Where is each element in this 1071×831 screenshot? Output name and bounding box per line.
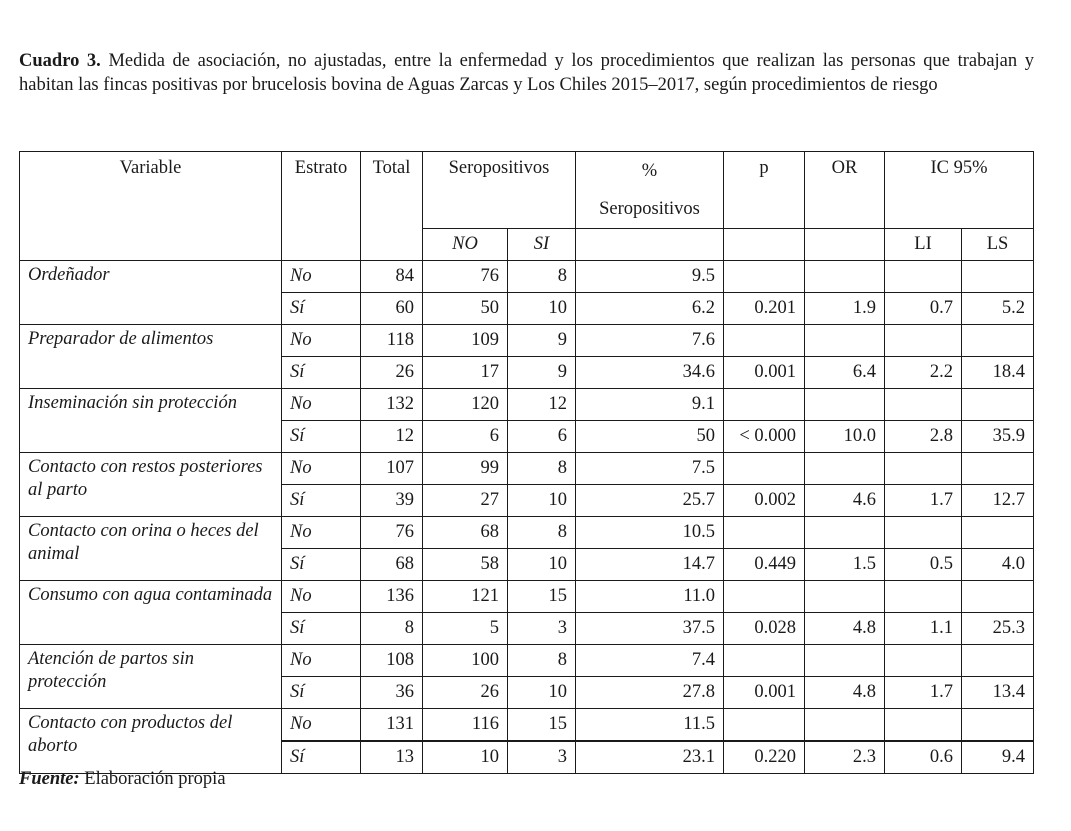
total-cell: 132 <box>361 389 423 421</box>
header-p: p <box>724 152 805 229</box>
total-cell: 13 <box>361 741 423 774</box>
p-cell <box>724 325 805 357</box>
estrato-cell: Sí <box>282 485 361 517</box>
header-total: Total <box>361 152 423 261</box>
header-row <box>20 152 1034 229</box>
or-cell: 2.3 <box>805 741 885 774</box>
variable-cell: Inseminación sin protección <box>20 389 282 453</box>
estrato-cell: No <box>282 709 361 742</box>
or-cell: 1.5 <box>805 549 885 581</box>
estrato-cell: Sí <box>282 293 361 325</box>
or-cell <box>805 645 885 677</box>
li-cell: 1.7 <box>885 677 962 709</box>
header-no: NO <box>423 229 508 261</box>
p-cell: 0.201 <box>724 293 805 325</box>
ls-cell <box>962 645 1034 677</box>
ls-cell <box>962 389 1034 421</box>
or-cell <box>805 389 885 421</box>
ls-cell <box>962 709 1034 742</box>
variable-cell: Contacto con productos del aborto <box>20 709 282 774</box>
p-cell: 0.220 <box>724 741 805 774</box>
or-cell <box>805 453 885 485</box>
li-cell <box>885 581 962 613</box>
no-cell: 68 <box>423 517 508 549</box>
p-cell: 0.001 <box>724 357 805 389</box>
header-percent-symbol: % <box>641 161 658 181</box>
header-blank-p <box>724 229 805 261</box>
table-row <box>20 453 1034 485</box>
ls-cell: 5.2 <box>962 293 1034 325</box>
estrato-cell: No <box>282 453 361 485</box>
table-row <box>20 645 1034 677</box>
pct-cell: 9.1 <box>576 389 724 421</box>
ls-cell: 35.9 <box>962 421 1034 453</box>
table-source <box>19 769 226 790</box>
p-cell: < 0.000 <box>724 421 805 453</box>
total-cell: 118 <box>361 325 423 357</box>
table-row <box>20 709 1034 742</box>
total-cell: 107 <box>361 453 423 485</box>
li-cell: 0.7 <box>885 293 962 325</box>
ls-cell <box>962 581 1034 613</box>
no-cell: 50 <box>423 293 508 325</box>
variable-cell: Contacto con restos posteriores al parto <box>20 453 282 517</box>
pct-cell: 7.6 <box>576 325 724 357</box>
header-seropositivos: Seropositivos <box>423 152 576 229</box>
no-cell: 27 <box>423 485 508 517</box>
no-cell: 5 <box>423 613 508 645</box>
total-cell: 8 <box>361 613 423 645</box>
si-cell: 10 <box>508 677 576 709</box>
table-row <box>20 261 1034 293</box>
estrato-cell: Sí <box>282 549 361 581</box>
ls-cell: 25.3 <box>962 613 1034 645</box>
no-cell: 120 <box>423 389 508 421</box>
pct-cell: 10.5 <box>576 517 724 549</box>
total-cell: 60 <box>361 293 423 325</box>
ls-cell: 4.0 <box>962 549 1034 581</box>
estrato-cell: Sí <box>282 677 361 709</box>
si-cell: 10 <box>508 485 576 517</box>
header-blank-pct <box>576 229 724 261</box>
table-row <box>20 581 1034 613</box>
header-percent-label: Seropositivos <box>599 199 700 219</box>
total-cell: 136 <box>361 581 423 613</box>
total-cell: 108 <box>361 645 423 677</box>
table-row <box>20 325 1034 357</box>
p-cell <box>724 709 805 742</box>
si-cell: 8 <box>508 517 576 549</box>
ls-cell <box>962 517 1034 549</box>
or-cell: 1.9 <box>805 293 885 325</box>
li-cell: 1.1 <box>885 613 962 645</box>
header-li: LI <box>885 229 962 261</box>
or-cell <box>805 581 885 613</box>
caption-text: Medida de asociación, no ajustadas, entre la enfermedad y los procedimientos que realizan las personas que trabajan y habitan las fincas positivas por brucelosis bovina de Aguas Zarcas y Los Chiles 2015–2017, según procedimientos de riesgo <box>19 51 1035 95</box>
p-cell <box>724 389 805 421</box>
total-cell: 131 <box>361 709 423 742</box>
table-caption <box>19 49 1034 97</box>
li-cell: 2.8 <box>885 421 962 453</box>
li-cell <box>885 517 962 549</box>
total-cell: 36 <box>361 677 423 709</box>
ls-cell: 12.7 <box>962 485 1034 517</box>
header-variable: Variable <box>20 152 282 261</box>
pct-cell: 14.7 <box>576 549 724 581</box>
si-cell: 10 <box>508 549 576 581</box>
pct-cell: 50 <box>576 421 724 453</box>
si-cell: 15 <box>508 581 576 613</box>
pct-cell: 11.5 <box>576 709 724 742</box>
estrato-cell: No <box>282 517 361 549</box>
si-cell: 6 <box>508 421 576 453</box>
or-cell <box>805 325 885 357</box>
estrato-cell: No <box>282 389 361 421</box>
estrato-cell: No <box>282 581 361 613</box>
or-cell: 4.8 <box>805 613 885 645</box>
or-cell <box>805 709 885 742</box>
pct-cell: 9.5 <box>576 261 724 293</box>
li-cell <box>885 645 962 677</box>
table-row <box>20 517 1034 549</box>
variable-cell: Contacto con orina o heces del animal <box>20 517 282 581</box>
no-cell: 76 <box>423 261 508 293</box>
header-or: OR <box>805 152 885 229</box>
pct-cell: 6.2 <box>576 293 724 325</box>
si-cell: 9 <box>508 325 576 357</box>
estrato-cell: Sí <box>282 421 361 453</box>
li-cell <box>885 709 962 742</box>
p-cell <box>724 581 805 613</box>
header-blank-or <box>805 229 885 261</box>
variable-cell: Ordeñador <box>20 261 282 325</box>
or-cell: 4.8 <box>805 677 885 709</box>
li-cell <box>885 389 962 421</box>
source-label: Fuente: <box>19 769 80 789</box>
no-cell: 17 <box>423 357 508 389</box>
estrato-cell: No <box>282 645 361 677</box>
variable-cell: Atención de partos sin protección <box>20 645 282 709</box>
ls-cell <box>962 261 1034 293</box>
total-cell: 26 <box>361 357 423 389</box>
or-cell: 4.6 <box>805 485 885 517</box>
total-cell: 12 <box>361 421 423 453</box>
variable-cell: Consumo con agua contaminada <box>20 581 282 645</box>
estrato-cell: Sí <box>282 613 361 645</box>
estrato-cell: Sí <box>282 741 361 774</box>
p-cell: 0.001 <box>724 677 805 709</box>
or-cell <box>805 261 885 293</box>
pct-cell: 27.8 <box>576 677 724 709</box>
table-row <box>20 389 1034 421</box>
or-cell: 10.0 <box>805 421 885 453</box>
ls-cell: 18.4 <box>962 357 1034 389</box>
si-cell: 12 <box>508 389 576 421</box>
total-cell: 76 <box>361 517 423 549</box>
p-cell <box>724 645 805 677</box>
no-cell: 116 <box>423 709 508 742</box>
li-cell: 1.7 <box>885 485 962 517</box>
ls-cell: 13.4 <box>962 677 1034 709</box>
no-cell: 58 <box>423 549 508 581</box>
total-cell: 84 <box>361 261 423 293</box>
estrato-cell: Sí <box>282 357 361 389</box>
no-cell: 109 <box>423 325 508 357</box>
si-cell: 3 <box>508 741 576 774</box>
association-table <box>19 151 1034 774</box>
header-ic: IC 95% <box>885 152 1034 229</box>
header-ls: LS <box>962 229 1034 261</box>
ls-cell: 9.4 <box>962 741 1034 774</box>
p-cell <box>724 453 805 485</box>
p-cell <box>724 261 805 293</box>
caption-label: Cuadro 3. <box>19 51 101 71</box>
li-cell: 2.2 <box>885 357 962 389</box>
variable-cell: Preparador de alimentos <box>20 325 282 389</box>
estrato-cell: No <box>282 261 361 293</box>
si-cell: 8 <box>508 261 576 293</box>
source-text: Elaboración propia <box>84 769 226 789</box>
p-cell: 0.028 <box>724 613 805 645</box>
li-cell: 0.5 <box>885 549 962 581</box>
or-cell: 6.4 <box>805 357 885 389</box>
pct-cell: 25.7 <box>576 485 724 517</box>
si-cell: 15 <box>508 709 576 742</box>
pct-cell: 11.0 <box>576 581 724 613</box>
li-cell <box>885 325 962 357</box>
no-cell: 10 <box>423 741 508 774</box>
header-estrato: Estrato <box>282 152 361 261</box>
li-cell <box>885 261 962 293</box>
header-si: SI <box>508 229 576 261</box>
no-cell: 6 <box>423 421 508 453</box>
or-cell <box>805 517 885 549</box>
pct-cell: 7.4 <box>576 645 724 677</box>
si-cell: 3 <box>508 613 576 645</box>
si-cell: 10 <box>508 293 576 325</box>
li-cell <box>885 453 962 485</box>
no-cell: 121 <box>423 581 508 613</box>
ls-cell <box>962 453 1034 485</box>
si-cell: 8 <box>508 645 576 677</box>
pct-cell: 37.5 <box>576 613 724 645</box>
p-cell <box>724 517 805 549</box>
li-cell: 0.6 <box>885 741 962 774</box>
total-cell: 39 <box>361 485 423 517</box>
no-cell: 26 <box>423 677 508 709</box>
header-percent <box>576 152 724 229</box>
no-cell: 99 <box>423 453 508 485</box>
p-cell: 0.002 <box>724 485 805 517</box>
estrato-cell: No <box>282 325 361 357</box>
ls-cell <box>962 325 1034 357</box>
total-cell: 68 <box>361 549 423 581</box>
si-cell: 8 <box>508 453 576 485</box>
pct-cell: 34.6 <box>576 357 724 389</box>
pct-cell: 7.5 <box>576 453 724 485</box>
p-cell: 0.449 <box>724 549 805 581</box>
pct-cell: 23.1 <box>576 741 724 774</box>
si-cell: 9 <box>508 357 576 389</box>
no-cell: 100 <box>423 645 508 677</box>
